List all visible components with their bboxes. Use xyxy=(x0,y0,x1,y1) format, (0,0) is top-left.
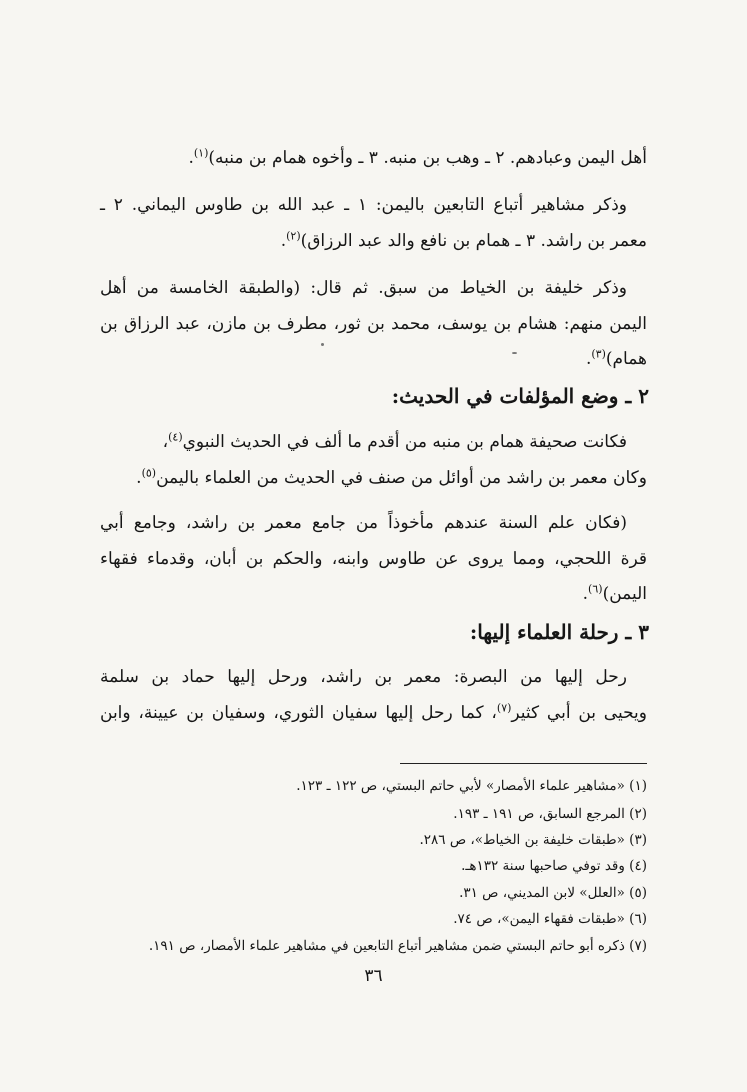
text-line xyxy=(281,227,647,255)
section-heading: ٢ ـ وضع المؤلفات في الحديث: xyxy=(391,384,649,408)
text-line xyxy=(100,663,627,691)
footnote-ref: (١) xyxy=(193,146,209,160)
text-line xyxy=(100,509,627,537)
line-text: اليمن) xyxy=(602,584,647,604)
text-line xyxy=(100,545,647,573)
line-punct: . xyxy=(585,349,592,369)
text-line xyxy=(136,464,647,492)
line-punct: . xyxy=(136,468,142,488)
footnote: (٢) المرجع السابق، ص ١٩١ ـ ١٩٣. xyxy=(453,806,647,822)
footnote: (٤) وقد توفي صاحبها سنة ١٣٢هـ. xyxy=(461,858,647,874)
text-line xyxy=(163,428,627,456)
text-line xyxy=(583,580,647,608)
line-text: وذكر مشاهير أتباع التابعين باليمن: ١ ـ عبد الله بن طاوس اليماني. ٢ ـ xyxy=(100,195,627,215)
footnote: (٦) «طبقات فقهاء اليمن»، ص ٧٤. xyxy=(453,911,647,927)
line-punct: ، xyxy=(162,432,169,452)
footnote-ref: (٧) xyxy=(496,701,512,715)
footnote: (٥) «العلل» لابن المديني، ص ٣١. xyxy=(459,885,647,901)
text-line xyxy=(100,310,647,338)
footnote-separator xyxy=(400,763,647,764)
footnote-ref: (٤) xyxy=(168,430,183,444)
line-text: أهل اليمن وعبادهم. ٢ ـ وهب بن منبه. ٣ ـ وأخوه همام بن منبه) xyxy=(208,148,647,168)
section-heading: ٣ ـ رحلة العلماء إليها: xyxy=(469,620,649,644)
footnote-ref: (٢) xyxy=(286,229,301,243)
page-number: ٣٦ xyxy=(364,966,383,986)
line-text: قرة اللحجي، ومما يروى عن طاوس وابنه، والحكم بن أبان، وقدماء فقهاء xyxy=(100,549,647,569)
line-text: فكانت صحيفة همام بن منبه من أقدم ما ألف في الحديث النبوي xyxy=(182,432,627,452)
line-text: همام) xyxy=(605,349,647,369)
footnote-ref: (٦) xyxy=(588,582,603,596)
footnote-ref: (٥) xyxy=(141,466,157,480)
text-line xyxy=(188,144,647,172)
line-text: ، كما رحل إليها سفيان الثوري، وسفيان بن عيينة، وابن xyxy=(100,703,497,723)
text-line xyxy=(100,699,647,727)
line-text: اليمن منهم: هشام بن يوسف، محمد بن ثور، مطرف بن مازن، عبد الرزاق بن xyxy=(100,314,647,334)
footnote-ref: (٣) xyxy=(591,347,606,361)
line-punct: . xyxy=(280,231,287,251)
scan-speck xyxy=(321,343,324,346)
line-text: معمر بن راشد. ٣ ـ همام بن نافع والد عبد الرزاق) xyxy=(300,231,647,251)
scan-speck xyxy=(512,352,517,354)
line-punct: . xyxy=(188,148,194,168)
line-text: (فكان علم السنة عندهم مأخوذاً من جامع معمر بن راشد، وجامع أبي xyxy=(100,513,627,533)
line-punct: . xyxy=(582,584,589,604)
line-text: وكان معمر بن راشد من أوائل من صنف في الحديث من العلماء باليمن xyxy=(156,468,647,488)
footnote: (١) «مشاهير علماء الأمصار» لأبي حاتم البستي، ص ١٢٢ ـ ١٢٣. xyxy=(296,778,647,794)
text-line xyxy=(100,274,627,302)
line-text: رحل إليها من البصرة: معمر بن راشد، ورحل إليها حماد بن سلمة xyxy=(100,667,627,687)
line-text: ويحيى بن أبي كثير xyxy=(511,703,647,723)
footnote: (٧) ذكره أبو حاتم البستي ضمن مشاهير أتباع التابعين في مشاهير علماء الأمصار، ص ١٩١. xyxy=(148,938,647,954)
text-line xyxy=(100,191,627,219)
line-text: وذكر خليفة بن الخياط من سبق. ثم قال: (والطبقة الخامسة من أهل xyxy=(100,278,627,298)
footnote: (٣) «طبقات خليفة بن الخياط»، ص ٢٨٦. xyxy=(419,832,647,848)
text-line xyxy=(586,345,647,373)
